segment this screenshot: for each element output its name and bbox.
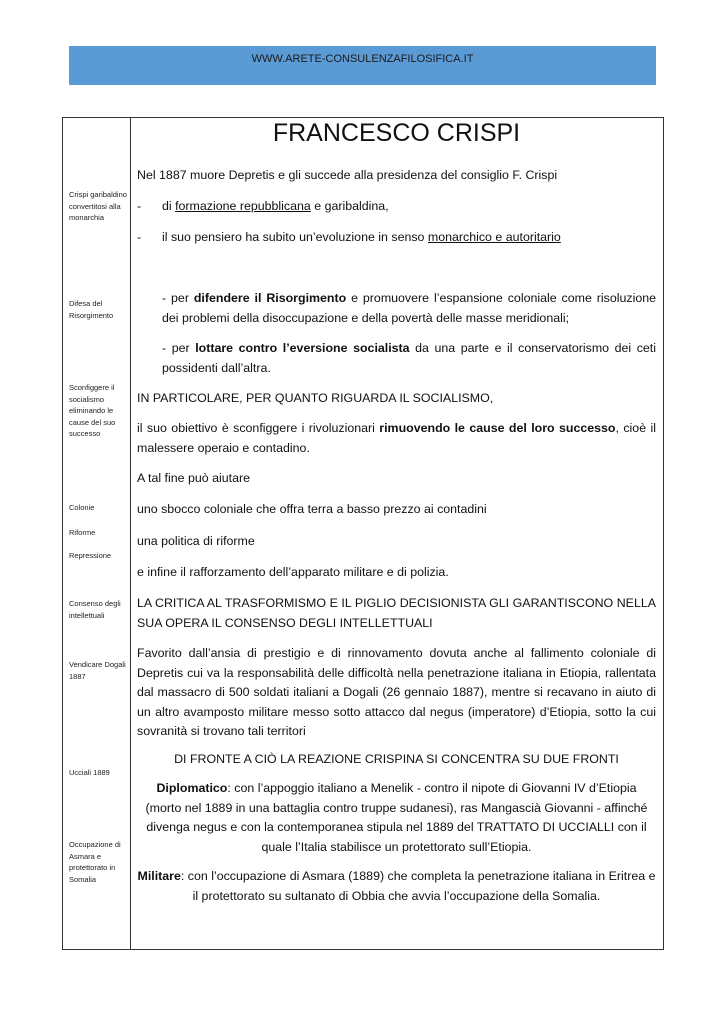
margin-note-vendicare-dogali: Vendicare Dogali 1887	[69, 660, 126, 681]
para-text: e promuovere l’espansione coloniale come risoluzione dei problemi della disoccupazione e della povertà delle masse meridionali;	[162, 291, 656, 325]
para-text: : con l’appoggio italiano a Menelik - contro il nipote di Giovanni IV d’Etiopia (morto nel 1889 in una battaglia contro truppe sudanesi), ras Mangascià Giovanni - affinché divenga negus e con la contemporanea stipula nel 1889 del TRATTATO DI UCCIALLI con il quale l’Italia stabilisce un protettorato sull’Etiopia.	[145, 781, 648, 854]
paragraph-fine: A tal fine può aiutare	[137, 471, 250, 485]
intro-paragraph: Nel 1887 muore Depretis e gli succede alla presidenza del consiglio F. Crispi	[137, 168, 558, 182]
bold-text: Diplomatico	[156, 781, 228, 795]
margin-note-asmara-somalia: Occupazione di Asmara e protettorato in Somalia	[69, 840, 121, 884]
paragraph-obiettivo	[137, 419, 656, 458]
margin-note-consenso-intellettuali: Consenso degli intellettuali	[69, 599, 121, 620]
para-text: : con l’occupazione di Asmara (1889) che completa la penetrazione italiana in Eritrea e il protettorato su sultanato di Obbia che avvia l’occupazione della Somalia.	[180, 869, 656, 903]
underlined-text: monarchico e autoritario	[427, 230, 561, 244]
bullet-text: il suo pensiero ha subito un’evoluzione in senso	[162, 230, 428, 244]
paragraph-favorito: Favorito dall’ansia di prestigio e di rinnovamento dovuta anche al fallimento coloniale di Depretis cui va la responsabilità delle difficoltà nella penetrazione italiana in Etiopia, rallentata dal massacro di 500 soldati italiani a Dogali (26 gennaio 1887), mentre si recavano in aiuto di un altro avamposto militare messo sotto attacco dal negus (imperatore) d’Etiopia, sotto la cui sovranità si trovano tali territori	[137, 646, 656, 738]
website-url[interactable]: WWW.ARETE-CONSULENZAFILOSIFICA.IT	[251, 53, 474, 65]
margin-note-crispi-garibaldino: Crispi garibaldino convertitosi alla monarchia	[69, 190, 127, 222]
column-divider	[130, 117, 131, 950]
bullet-text: e garibaldina,	[310, 199, 389, 213]
margin-note-sconfiggere-socialismo: Sconfiggere il socialismo eliminando le cause del suo successo	[69, 383, 116, 438]
bullet-text: di	[162, 199, 176, 213]
paragraph-fronti: DI FRONTE A CIÒ LA REAZIONE CRISPINA SI CONCENTRA SU DUE FRONTI	[174, 752, 619, 766]
margin-note-colonie: Colonie	[69, 503, 95, 512]
socialismo-heading: IN PARTICOLARE, PER QUANTO RIGUARDA IL SOCIALISMO,	[137, 391, 494, 405]
bullet-formazione	[162, 197, 652, 217]
margin-note-riforme: Riforme	[69, 528, 96, 537]
paragraph-difesa	[162, 289, 656, 328]
paragraph-militare	[137, 867, 656, 906]
paragraph-rafforzamento: e infine il rafforzamento dell’apparato militare e di polizia.	[137, 565, 449, 579]
bold-text: Militare	[137, 869, 181, 883]
paragraph-lottare	[162, 339, 656, 378]
paragraph-diplomatico	[137, 779, 656, 857]
bold-text: difendere il Risorgimento	[193, 291, 347, 305]
para-text: da una parte e il conservatorismo dei ceti possidenti dall’altra.	[162, 341, 657, 375]
para-text: , cioè il malessere operaio e contadino.	[137, 421, 656, 455]
para-text: - per	[162, 291, 194, 305]
page-title: FRANCESCO CRISPI	[272, 119, 521, 147]
paragraph-critica: LA CRITICA AL TRASFORMISMO E IL PIGLIO DECISIONISTA GLI GARANTISCONO NELLA SUA OPERA IL CONSENSO DEGLI INTELLETTUALI	[137, 596, 656, 630]
bullet-pensiero	[162, 228, 652, 248]
para-text: - per	[162, 341, 196, 355]
paragraph-riforme: una politica di riforme	[137, 534, 255, 548]
underlined-text: formazione repubblicana	[175, 199, 311, 213]
para-text: il suo obiettivo è sconfiggere i rivoluzionari	[137, 421, 380, 435]
bullet-dash: -	[137, 199, 142, 213]
bold-text: lottare contro l’eversione socialista	[195, 341, 410, 355]
bold-text: rimuovendo le cause del loro successo	[379, 421, 616, 435]
paragraph-sbocco: uno sbocco coloniale che offra terra a basso prezzo ai contadini	[137, 502, 487, 516]
website-banner	[69, 46, 656, 85]
margin-note-difesa-risorgimento: Difesa del Risorgimento	[69, 299, 114, 320]
margin-note-repressione: Repressione	[69, 551, 112, 560]
bullet-dash: -	[137, 230, 142, 244]
margin-note-ucciali: Ucciali 1889	[69, 768, 110, 777]
